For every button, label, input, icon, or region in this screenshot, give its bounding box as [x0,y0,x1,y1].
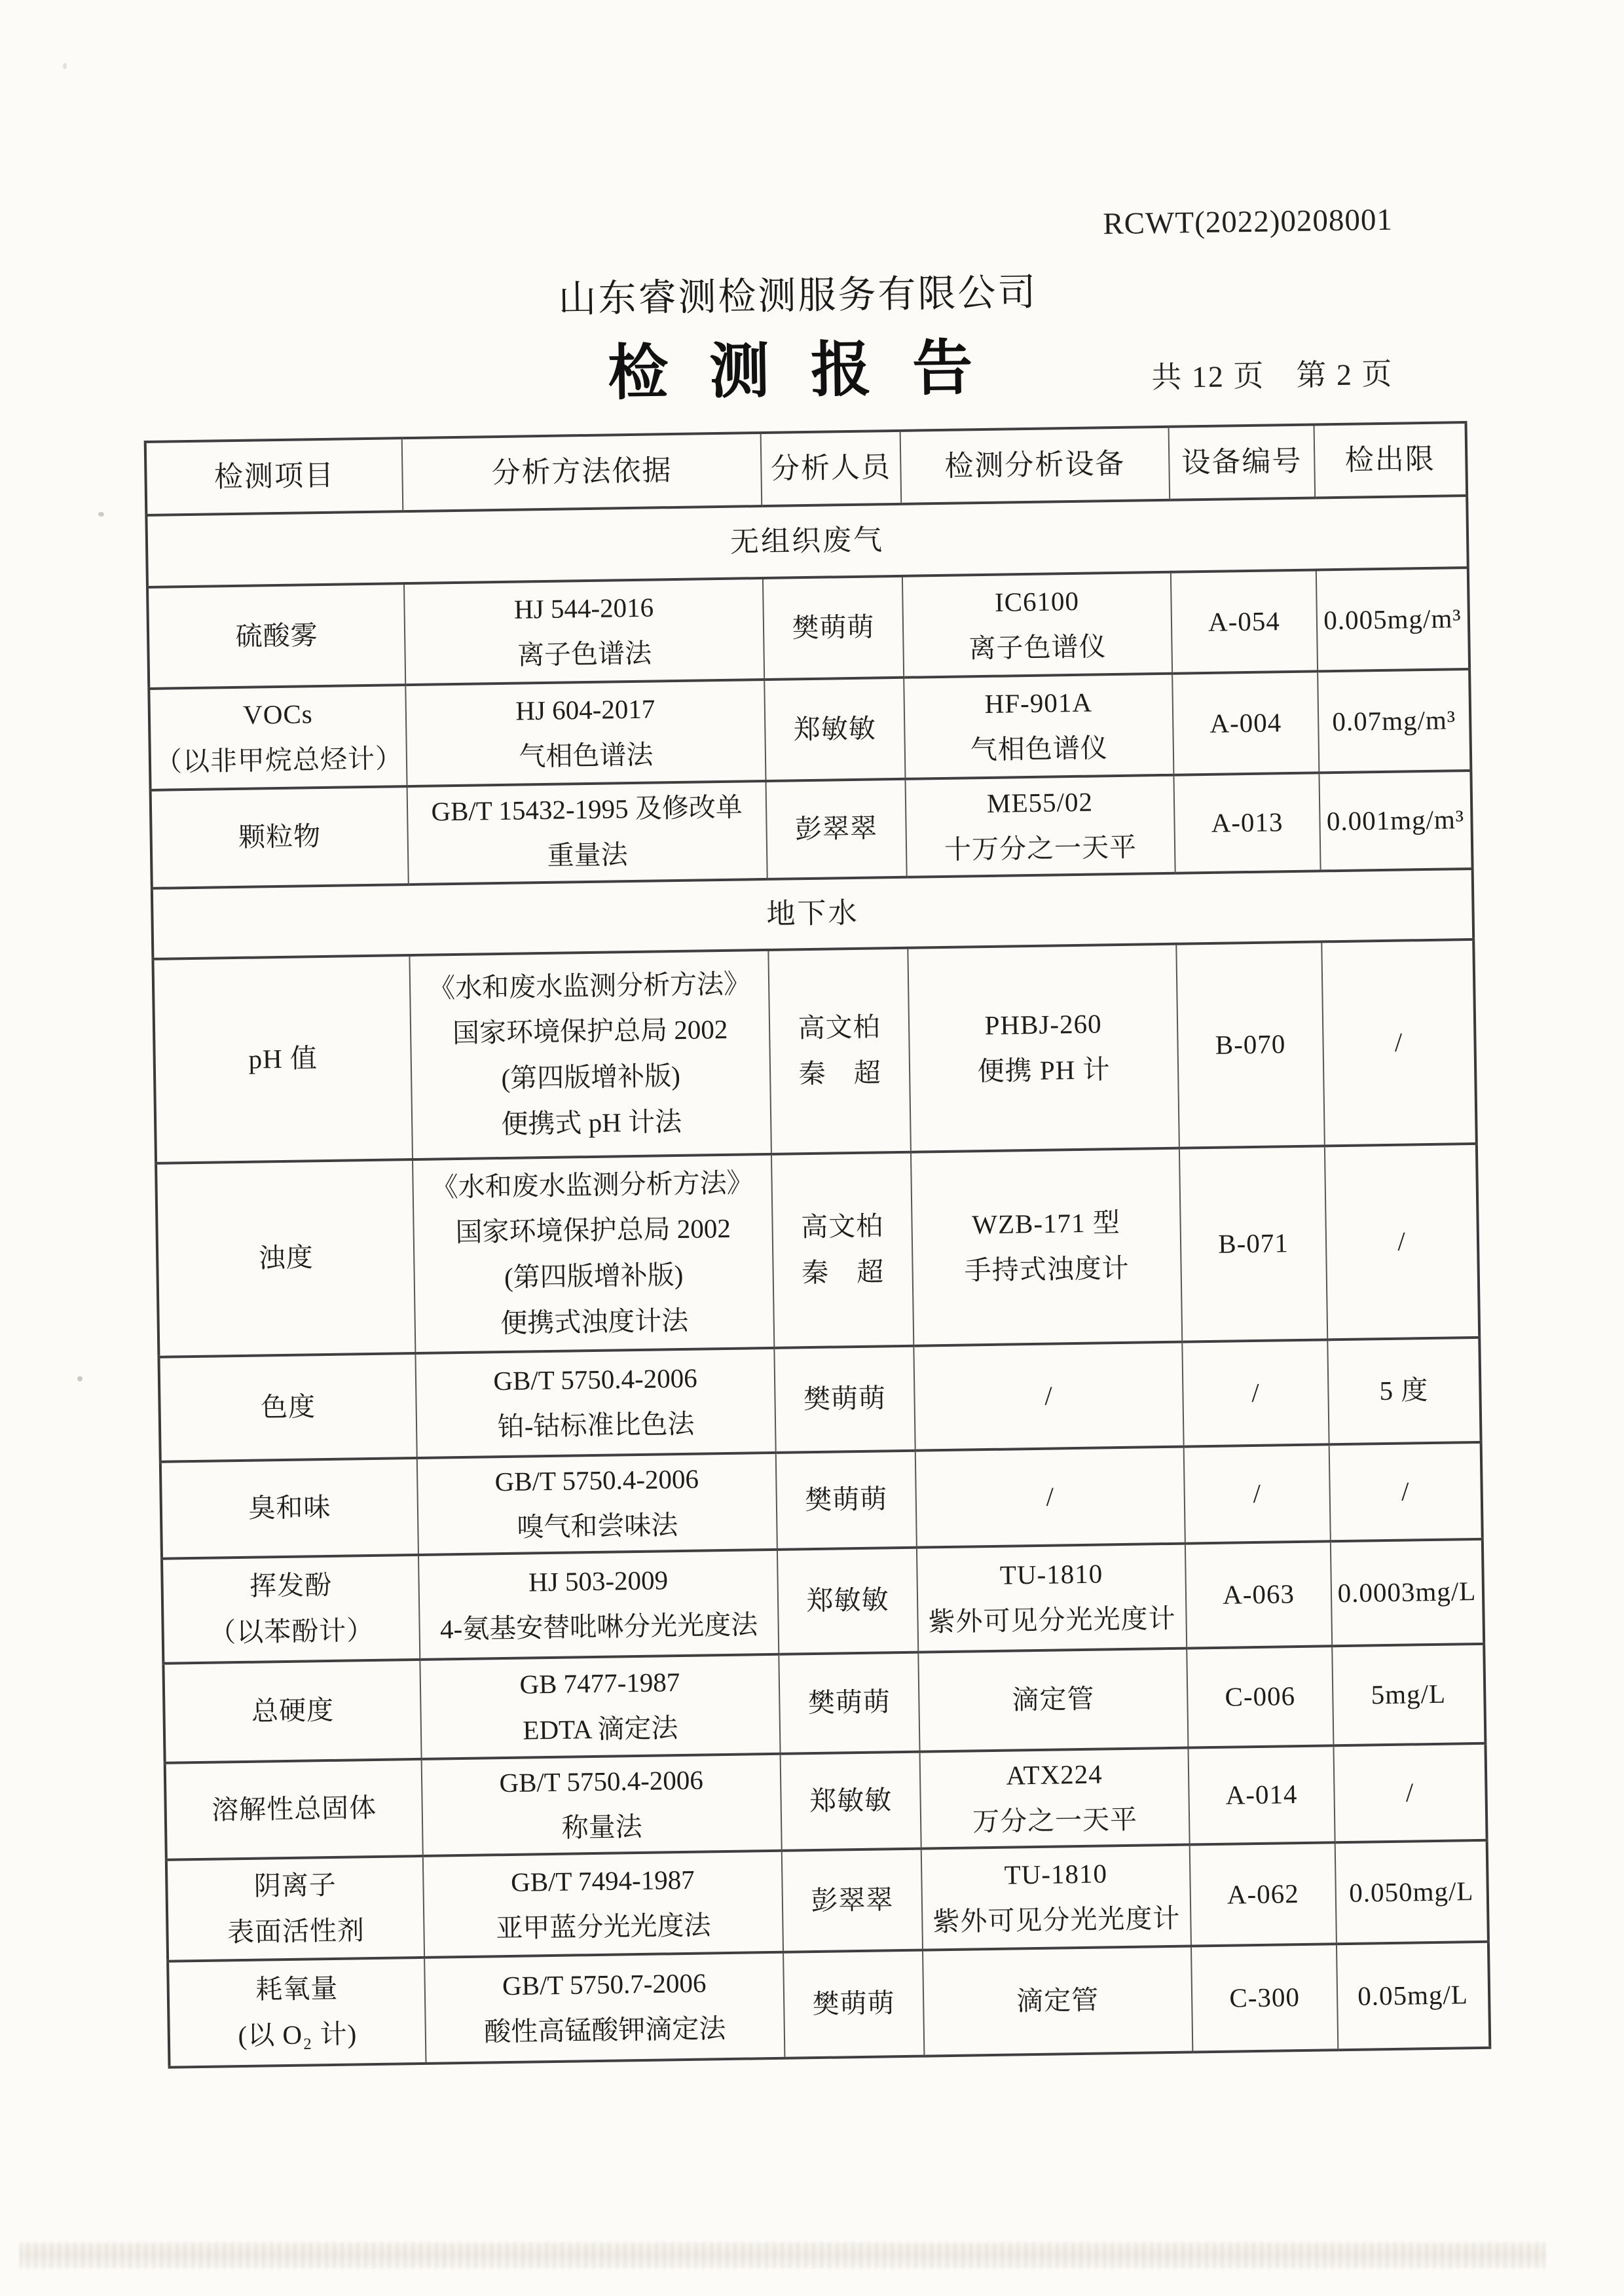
analyst-cell: 郑敏敏 [764,678,905,781]
equipment-cell: PHBJ-260 便携 PH 计 [908,944,1179,1152]
analyst-cell: 樊萌萌 [779,1652,919,1754]
equipment-cell: WZB-171 型 手持式浊度计 [911,1148,1182,1346]
equipment-cell: IC6100 离子色谱仪 [902,572,1172,678]
table-row [156,1144,1479,1357]
method-cell: HJ 544-2016 离子色谱法 [404,578,764,685]
table-row [151,771,1473,888]
page-indicator: 共 12 页 第 2 页 [1151,357,1393,395]
report-title: 检 测 报 告 [607,335,981,407]
item-cell: 耗氧量 (以 O₂ 计) [168,1958,426,2068]
analysis-method-table [144,421,1492,2069]
equipment-no-cell: A-004 [1172,671,1319,774]
item-cell: 颗粒物 [151,786,409,888]
table-row [168,1942,1490,2068]
equipment-no-cell: C-006 [1187,1646,1333,1747]
equipment-no-cell: B-070 [1176,941,1325,1148]
detection-limit-cell: 0.07mg/m³ [1318,669,1471,773]
equipment-cell: ME55/02 十万分之一天平 [905,775,1175,877]
table-row [147,568,1469,689]
detection-limit-cell: 0.001mg/m³ [1319,771,1472,871]
method-cell: GB 7477-1987 EDTA 滴定法 [420,1654,780,1759]
col-header-method: 分析方法依据 [402,433,762,511]
analyst-cell: 郑敏敏 [781,1752,921,1851]
method-cell: GB/T 5750.7-2006 酸性高锰酸钾滴定法 [424,1952,784,2064]
item-cell: 阴离子 表面活性剂 [166,1856,424,1961]
detection-limit-cell: 0.0003mg/L [1331,1539,1484,1646]
table-row [165,1743,1487,1860]
table-row [153,939,1476,1163]
method-cell: HJ 604-2017 气相色谱法 [405,680,766,786]
method-cell: GB/T 15432-1995 及修改单 重量法 [407,781,767,884]
equipment-no-cell: A-063 [1185,1541,1332,1648]
detection-limit-cell: / [1321,939,1477,1146]
item-cell: pH 值 [153,955,413,1163]
analyst-cell: 郑敏敏 [777,1548,918,1654]
detection-limit-cell: 0.050mg/L [1335,1840,1488,1944]
analyst-cell: 高文柏 秦 超 [768,948,911,1154]
detection-limit-cell: / [1329,1442,1483,1541]
report-number: RCWT(2022)0208001 [1102,202,1393,242]
item-cell: 臭和味 [160,1458,418,1559]
equipment-no-cell: A-014 [1188,1745,1335,1844]
table-row [149,669,1471,790]
item-cell: 浊度 [156,1159,415,1357]
analyst-cell: 樊萌萌 [776,1451,917,1550]
method-cell: GB/T 5750.4-2006 称量法 [422,1754,782,1856]
detection-limit-cell: 0.005mg/m³ [1316,568,1469,671]
method-cell: GB/T 5750.4-2006 嗅气和尝味法 [417,1453,777,1555]
equipment-cell: 滴定管 [918,1649,1188,1752]
item-cell: 溶解性总固体 [165,1759,423,1860]
scan-speck [77,1376,83,1381]
item-cell: 硫酸雾 [147,583,405,689]
equipment-cell: 滴定管 [923,1946,1192,2056]
equipment-no-cell: / [1182,1339,1329,1446]
col-header-equipment: 检测分析设备 [900,427,1170,504]
scan-artifact-band [20,2242,1545,2269]
col-header-item: 检测项目 [145,438,403,515]
detection-limit-cell: 0.05mg/L [1337,1942,1490,2050]
analyst-cell: 樊萌萌 [783,1950,924,2058]
item-cell: 色度 [158,1353,416,1462]
detection-limit-cell: 5 度 [1327,1338,1481,1444]
company-name: 山东睿测检测服务有限公司 [558,270,1038,321]
col-header-limit: 检出限 [1314,422,1467,498]
detection-limit-cell: / [1325,1144,1479,1339]
item-cell: 挥发酚 （以苯酚计） [162,1555,420,1664]
section-label: 无组织废气 [146,496,1467,587]
method-cell: 《水和废水监测分析方法》 国家环境保护总局 2002 (第四版增补版) 便携式 pH 计法 [409,950,771,1159]
method-cell: HJ 503-2009 4-氨基安替吡啉分光光度法 [418,1550,779,1660]
analyst-cell: 高文柏 秦 超 [771,1152,913,1348]
equipment-cell: HF-901A 气相色谱仪 [904,674,1173,779]
item-cell: VOCs （以非甲烷总烃计） [149,685,407,790]
scan-speck [63,63,67,69]
equipment-no-cell: A-062 [1190,1842,1337,1946]
equipment-cell: / [915,1447,1185,1548]
equipment-no-cell: A-013 [1173,773,1320,873]
equipment-cell: / [913,1342,1183,1451]
col-header-equip-no: 设备编号 [1169,424,1316,500]
equipment-cell: TU-1810 紫外可见分光光度计 [917,1544,1187,1652]
method-cell: GB/T 5750.4-2006 铂-钴标准比色法 [415,1348,775,1458]
analyst-cell: 樊萌萌 [774,1346,915,1453]
table-row [162,1539,1484,1664]
analyst-cell: 彭翠翠 [782,1849,923,1952]
equipment-no-cell: C-300 [1191,1944,1338,2052]
col-header-analyst: 分析人员 [761,431,902,506]
detection-limit-cell: / [1333,1743,1486,1842]
item-cell: 总硬度 [163,1660,421,1763]
equipment-cell: ATX224 万分之一天平 [920,1748,1190,1849]
equipment-no-cell: A-054 [1171,570,1318,673]
analyst-cell: 彭翠翠 [766,779,907,879]
equipment-cell: TU-1810 紫外可见分光光度计 [921,1845,1191,1950]
method-cell: 《水和废水监测分析方法》 国家环境保护总局 2002 (第四版增补版) 便携式浊度计法 [413,1154,774,1353]
detection-limit-cell: 5mg/L [1332,1644,1485,1745]
scan-speck [98,512,104,517]
method-cell: GB/T 7494-1987 亚甲蓝分光光度法 [423,1851,783,1958]
analyst-cell: 樊萌萌 [763,576,904,680]
equipment-no-cell: B-071 [1179,1146,1327,1341]
equipment-no-cell: / [1184,1444,1331,1543]
table-row [160,1442,1483,1559]
section-label: 地下水 [152,869,1473,959]
table-row [163,1644,1485,1763]
table-row [158,1338,1481,1462]
table-row [166,1840,1488,1961]
